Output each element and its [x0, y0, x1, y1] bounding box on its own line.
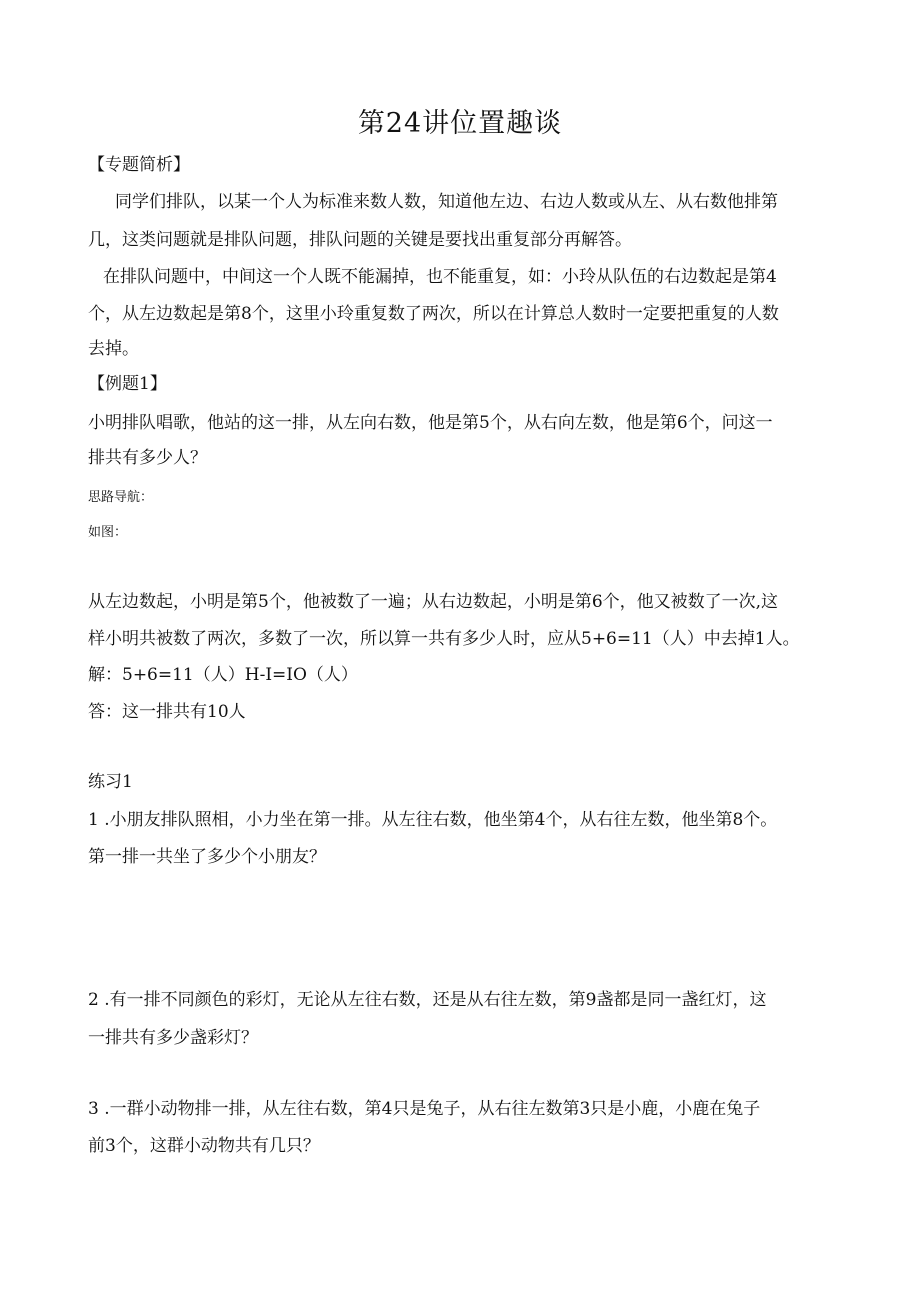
exercise-question-1-line-2: 第一排一共坐了多少个小朋友？ — [88, 847, 326, 867]
example-1-question-line-1: 小明排队唱歌，他站的这一排，从左向右数，他是第5个，从右向左数，他是第6个，问这一 — [88, 413, 773, 433]
section-heading-analysis: 【专题简析】 — [88, 155, 190, 175]
intro-paragraph-1-line-1: 同学们排队，以某一个人为标准来数人数，知道他左边、右边人数或从左、从右数他排第 — [115, 192, 778, 212]
intro-paragraph-1-line-2: 几，这类问题就是排队问题，排队问题的关键是要找出重复部分再解答。 — [88, 230, 632, 250]
intro-paragraph-2-line-2: 个，从左边数起是第8个，这里小玲重复数了两次，所以在计算总人数时一定要把重复的人数 — [88, 304, 779, 324]
exercise-question-2-line-1: 2 .有一排不同颜色的彩灯，无论从左往右数，还是从右往左数，第9盏都是同一盏红灯，这 — [88, 990, 767, 1010]
example-1-heading: 【例题1】 — [88, 374, 167, 394]
example-1-question-line-2: 排共有多少人？ — [88, 448, 207, 468]
exercise-1-heading: 练习1 — [88, 772, 133, 792]
exercise-question-2-line-2: 一排共有多少盏彩灯？ — [88, 1028, 258, 1048]
intro-paragraph-2-line-1: 在排队问题中，中间这一个人既不能漏掉，也不能重复，如：小玲从队伍的右边数起是第4 — [103, 267, 777, 287]
exercise-question-1-line-1: 1 .小朋友排队照相，小力坐在第一排。从左往右数，他坐第4个，从右往左数，他坐第8个。 — [88, 810, 778, 830]
example-1-analysis-line-1: 从左边数起，小明是第5个，他被数了一遍；从右边数起，小明是第6个，他又被数了一次,这 — [88, 592, 779, 612]
example-1-solution: 解：5+6=11（人）H-I=IO（人） — [88, 665, 358, 685]
exercise-question-3-line-2: 前3个，这群小动物共有几只？ — [88, 1136, 320, 1156]
example-1-answer: 答：这一排共有10人 — [88, 702, 246, 722]
example-1-analysis-line-2: 样小明共被数了两次，多数了一次，所以算一共有多少人时，应从5+6=11（人）中去掉1人。 — [88, 629, 800, 649]
intro-paragraph-2-line-3: 去掉。 — [88, 339, 139, 359]
figure-label: 如图： — [88, 525, 128, 540]
hint-label: 思路导航： — [88, 490, 154, 505]
exercise-question-3-line-1: 3 .一群小动物排一排，从左往右数，第4只是兔子，从右往左数第3只是小鹿，小鹿在兔子 — [88, 1099, 761, 1119]
page-title: 第24讲位置趣谈 — [357, 108, 563, 139]
